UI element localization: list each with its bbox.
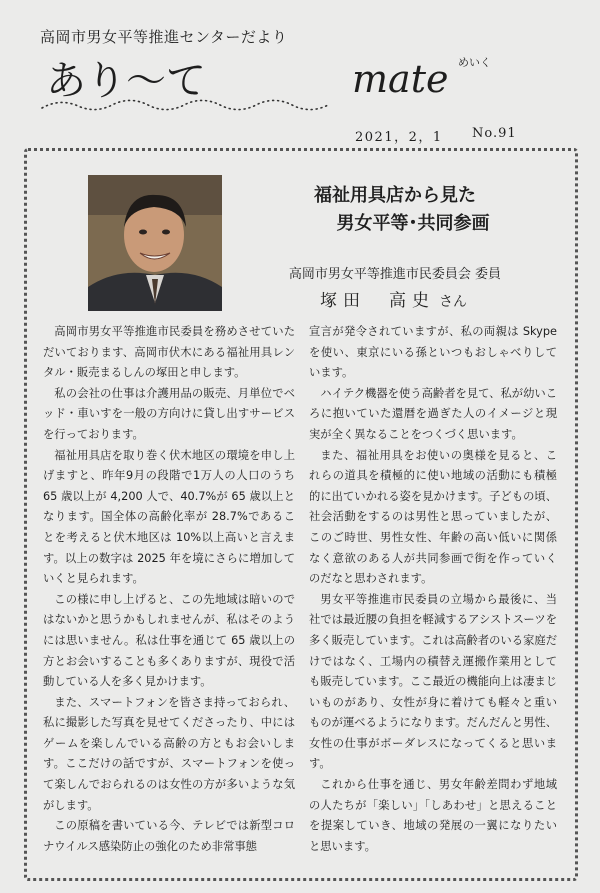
headline-line-1: 福祉用具店から見た <box>314 185 476 206</box>
paragraph: 宣言が発令されていますが、私の両親は Skype を使い、東京にいる孫といつもおしゃべりしています。 <box>309 325 557 380</box>
headline-line-2: 男女平等･共同参画 <box>336 213 490 234</box>
paragraph: また、スマートフォンを皆さま持っておられ、私に撮影した写真を見せてくださったり、中にはゲームを楽しんでいる高齢の方ともお会いします。ここだけの話ですが、スマートフォンを使って楽しんでおられるのは女性の方が多いような気がします。 <box>43 695 295 812</box>
masthead <box>40 46 560 116</box>
paragraph: 福祉用具店を取り巻く伏木地区の環境を申し上げますと、昨年9月の段階で1万人の人口のうち 65 歳以上が 4,200 人で、40.7%が 65 歳以上となります。国全体の高齢化率が 28.7%であることを考えると伏木地区は 10%以上高いと言えます。以上の数字は 2025 年を境にさらに増加していくと見られます。 <box>43 448 295 586</box>
author-photo <box>88 175 222 311</box>
article-headline <box>280 182 510 238</box>
article-column-left <box>43 322 295 857</box>
publisher-line: 高岡市男女平等推進センターだより <box>40 28 288 46</box>
title-ruby: めいく <box>458 56 491 69</box>
issue-number: No.91 <box>472 126 517 141</box>
title-jp: あり〜て <box>46 58 206 104</box>
paragraph: 私の会社の仕事は介護用品の販売、月単位でベッド・車いすを一般の方向けに貸し出すサービスを行っております。 <box>43 386 295 441</box>
paragraph: ハイテク機器を使う高齢者を見て、私が幼いころに抱いていた還暦を過ぎた人のイメージと現実が全く異なることをつくづく思います。 <box>309 386 557 441</box>
paragraph: 高岡市男女平等推進市民委員を務めさせていただいております、高岡市伏木にある福祉用具レンタル・販売まるしんの塚田と申します。 <box>43 325 295 380</box>
author-affiliation: 高岡市男女平等推進市民委員会 委員 <box>288 267 502 282</box>
paragraph: 男女平等推進市民委員の立場から最後に、当社では最近腰の負担を軽減するアシストスーツを多く販売しています。これは高齢者のいる家庭だけではなく、工場内の積替え運搬作業用としても販売しています。ここ最近の機能向上は凄まじいものがあり、女性が身に着けても軽々と重いものが運べるようになります。だんだんと男性、女性の仕事がボーダレスになってくると思います。 <box>309 592 557 771</box>
title-latin: mate <box>352 57 449 101</box>
author-name: 塚田 高史 <box>320 291 435 311</box>
portrait-illustration <box>88 175 222 311</box>
masthead-graphic <box>40 46 560 116</box>
paragraph: この様に申し上げると、この先地域は暗いのではないかと思うかもしれませんが、私はそのようには思いません。私は仕事を通じて 65 歳以上の方とお会いすることも多くありますが、現役で活動している人を多く見かけます。 <box>43 592 295 689</box>
paragraph: これから仕事を通じ、男女年齢差問わず地域の人たちが「楽しい」「しあわせ」と思えることを提案していき、地域の発展の一翼になりたいと思います。 <box>309 778 557 853</box>
paragraph: また、福祉用具をお使いの奥様を見ると、これらの道具を積極的に使い地域の活動にも積極的に出ていかれる姿を見かけます。子どもの頃、社会活動をするのは男性と思っていましたが、このご時世、男性女性、年齢の高い低いに関係なく意欲のある人が共同参画で街を作っていくのだなと思わされます。 <box>309 448 557 586</box>
author-suffix: さん <box>439 294 467 310</box>
author-byline <box>320 286 467 311</box>
paragraph: この原稿を書いている今、テレビでは新型コロナウイルス感染防止の強化のため非常事態 <box>43 819 295 853</box>
issue-date: 2021，2，1 <box>355 130 443 145</box>
article-column-right <box>309 322 557 857</box>
